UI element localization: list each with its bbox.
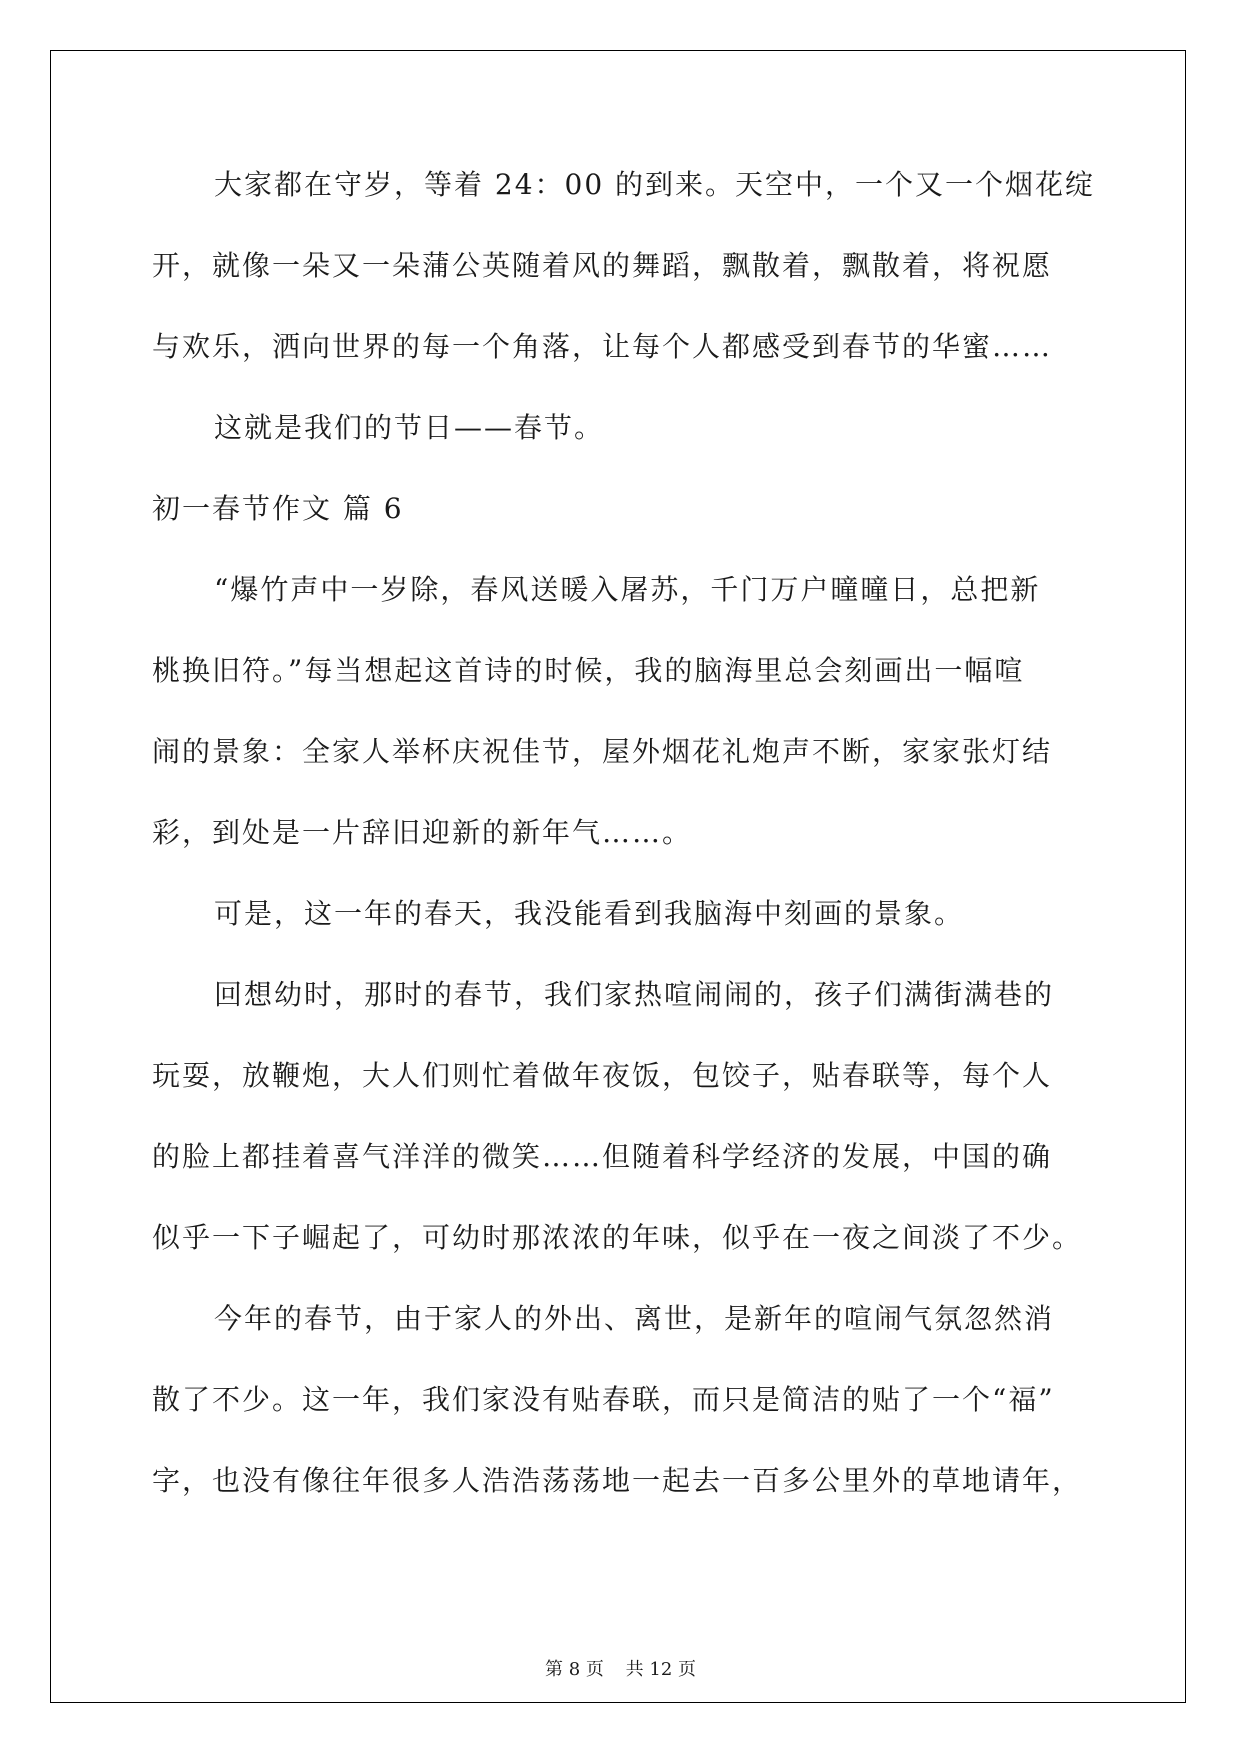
paragraph-line: 开，就像一朵又一朵蒲公英随着风的舞蹈，飘散着，飘散着，将祝愿 bbox=[152, 249, 1053, 282]
paragraph-line: 今年的春节，由于家人的外出、离世，是新年的喧闹气氛忽然消 bbox=[214, 1302, 1055, 1335]
page-number: 第 8 页 bbox=[545, 1659, 604, 1680]
paragraph-line: 大家都在守岁，等着 24：00 的到来。天空中，一个又一个烟花绽 bbox=[214, 168, 1096, 201]
paragraph-line: 回想幼时，那时的春节，我们家热喧闹闹的，孩子们满街满巷的 bbox=[214, 978, 1055, 1011]
paragraph-line: “爆竹声中一岁除，春风送暖入屠苏，千门万户曈曈日，总把新 bbox=[214, 573, 1041, 606]
paragraph-line: 散了不少。这一年，我们家没有贴春联，而只是简洁的贴了一个“福” bbox=[152, 1383, 1055, 1416]
page-footer bbox=[0, 1655, 1241, 1681]
paragraph-line: 彩，到处是一片辞旧迎新的新年气……。 bbox=[152, 816, 693, 849]
paragraph-line: 闹的景象：全家人举杯庆祝佳节，屋外烟花礼炮声不断，家家张灯结 bbox=[152, 735, 1053, 768]
paragraph-line: 可是，这一年的春天，我没能看到我脑海中刻画的景象。 bbox=[214, 897, 965, 930]
paragraph-line: 与欢乐，洒向世界的每一个角落，让每个人都感受到春节的华蜜…… bbox=[152, 330, 1053, 363]
page-total: 共 12 页 bbox=[625, 1659, 696, 1680]
paragraph-line: 字，也没有像往年很多人浩浩荡荡地一起去一百多公里外的草地请年， bbox=[152, 1464, 1083, 1497]
paragraph-line: 桃换旧符。”每当想起这首诗的时候，我的脑海里总会刻画出一幅喧 bbox=[152, 654, 1025, 687]
paragraph-line: 玩耍，放鞭炮，大人们则忙着做年夜饭，包饺子，贴春联等，每个人 bbox=[152, 1059, 1053, 1092]
paragraph-line: 似乎一下子崛起了，可幼时那浓浓的年味，似乎在一夜之间淡了不少。 bbox=[152, 1221, 1083, 1254]
paragraph-line: 这就是我们的节日——春节。 bbox=[214, 411, 605, 444]
section-heading: 初一春节作文 篇 6 bbox=[152, 492, 404, 525]
paragraph-line: 的脸上都挂着喜气洋洋的微笑……但随着科学经济的发展，中国的确 bbox=[152, 1140, 1053, 1173]
document-body bbox=[152, 165, 1096, 1542]
